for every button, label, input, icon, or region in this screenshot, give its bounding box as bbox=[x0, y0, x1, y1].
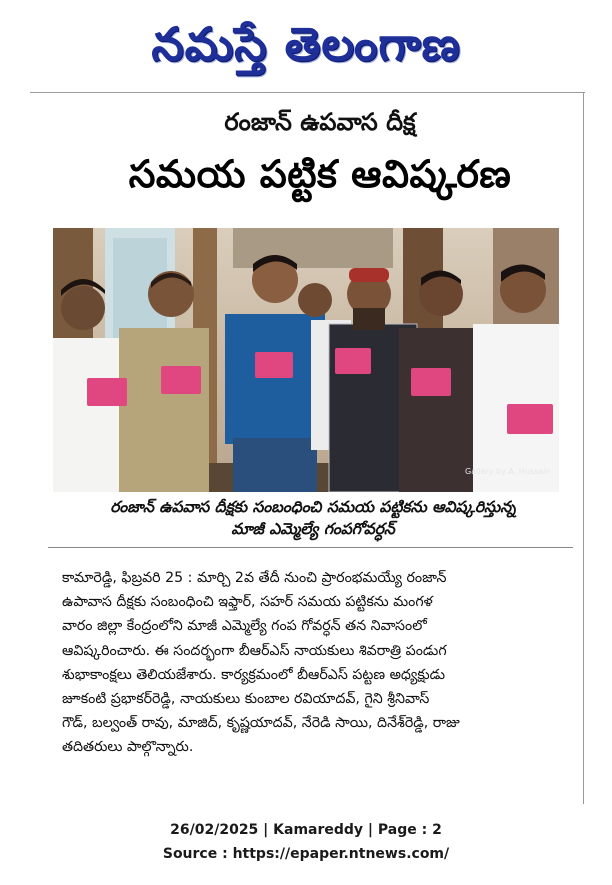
caption-line-2: మాజీ ఎమ్మెల్యే గంపగోవర్ధన్ bbox=[231, 520, 395, 538]
article-body bbox=[62, 566, 558, 760]
masthead bbox=[0, 8, 612, 80]
body-line-7: గౌడ్, బల్వంత్ రావు, మాజిద్, కృష్ణయాదవ్, నేరెడి సాయి, దినేశ్‌రెడ్డి, రాజు bbox=[62, 715, 460, 732]
body-line-1: కామారెడ్డి, ఫిబ్రవరి 25 : మార్చి 2వ తేదీ నుంచి ప్రారంభమయ్యే రంజాన్ bbox=[62, 570, 447, 586]
caption-divider bbox=[48, 547, 573, 548]
article-photo bbox=[53, 228, 559, 492]
body-line-3: వారం జిల్లా కేంద్రంలోని మాజీ ఎమ్మెల్యే గంప గోవర్ధన్ తన నివాసంలో bbox=[62, 618, 427, 635]
body-line-8: తదితరులు పాల్గొన్నారు. bbox=[62, 739, 194, 756]
article-kicker: రంజాన్ ఉపవాస దీక్ష bbox=[224, 108, 416, 136]
body-line-2: ఉపావాస దీక్షకు సంబంధించి ఇఫ్తార్, సహర్ సమయ పట్టికను మంగళ bbox=[62, 594, 433, 611]
body-line-5: శుభాకాంక్షలు తెలియజేశారు. కార్యక్రమంలో బీఆర్ఎస్ పట్టణ అధ్యక్షుడు bbox=[62, 666, 446, 683]
column-divider bbox=[583, 92, 584, 804]
page-footer bbox=[0, 818, 612, 866]
masthead-title: నమస్తే తెలంగాణ bbox=[151, 17, 461, 71]
photo-illustration bbox=[53, 228, 559, 492]
body-line-4: ఆవిష్కరించారు. ఈ సందర్భంగా బీఆర్ఎస్ నాయకులు శివరాత్రి పండుగ bbox=[62, 642, 447, 659]
photo-caption bbox=[58, 496, 568, 540]
body-line-6: జూకంటి ప్రభాకర్‌రెడ్డి, నాయకులు కుంబాల రవియాదవ్, గైని శ్రీనివాస్ bbox=[62, 691, 430, 708]
footer-source: Source : https://epaper.ntnews.com/ bbox=[162, 846, 450, 862]
article-headline: సమయ పట్టిక ఆవిష్కరణ bbox=[128, 152, 512, 196]
footer-meta: 26/02/2025 | Kamareddy | Page : 2 bbox=[170, 822, 442, 838]
photo-watermark: Gallery by A. Hussain bbox=[465, 467, 551, 476]
top-divider bbox=[30, 92, 585, 93]
caption-line-1: రంజాన్ ఉపవాస దీక్షకు సంబంధించి సమయ పట్టికను ఆవిష్కరిస్తున్న bbox=[110, 498, 516, 516]
